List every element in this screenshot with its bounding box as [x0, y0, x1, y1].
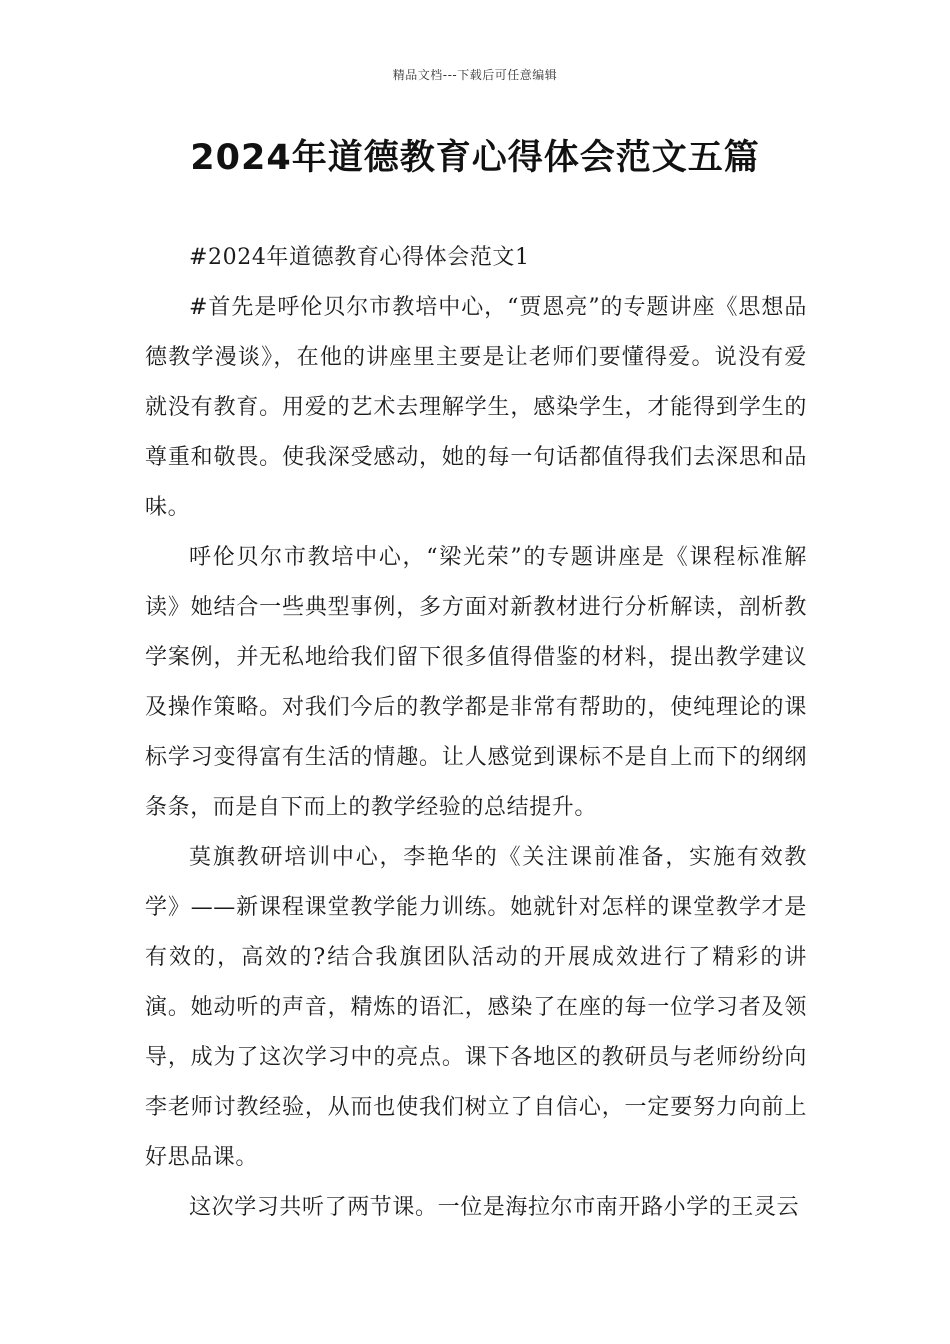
document-title: 2024年道德教育心得体会范文五篇 — [190, 138, 760, 178]
paragraph: 这次学习共听了两节课。一位是海拉尔市南开路小学的王灵云 — [189, 1195, 800, 1220]
header-note: 精品文档---下载后可任意编辑 — [392, 68, 558, 82]
document-body — [145, 233, 807, 1233]
paragraph-section-heading: #2024年道德教育心得体会范文1 — [189, 245, 530, 270]
paragraph: 呼伦贝尔市教培中心，“梁光荣”的专题讲座是《课程标准解读》她结合一些典型事例，多方面对新教材进行分析解读，剖析教学案例，并无私地给我们留下很多值得借鉴的材料，提出教学建议及操作策略。对我们今后的教学都是非常有帮助的，使纯理论的课标学习变得富有生活的情趣。让人感觉到课标不是自上而下的纲纲条条，而是自下而上的教学经验的总结提升。 — [145, 545, 807, 820]
paragraph: 莫旗教研培训中心，李艳华的《关注课前准备，实施有效教学》——新课程课堂教学能力训练。她就针对怎样的课堂教学才是有效的，高效的?结合我旗团队活动的开展成效进行了精彩的讲演。她动听的声音，精炼的语汇，感染了在座的每一位学习者及领导，成为了这次学习中的亮点。课下各地区的教研员与老师纷纷向李老师讨教经验，从而也使我们树立了自信心，一定要努力向前上好思品课。 — [145, 845, 807, 1170]
paragraph: #首先是呼伦贝尔市教培中心，“贾恩亮”的专题讲座《思想品德教学漫谈》，在他的讲座里主要是让老师们要懂得爱。说没有爱就没有教育。用爱的艺术去理解学生，感染学生，才能得到学生的尊重和敬畏。使我深受感动，她的每一句话都值得我们去深思和品味。 — [145, 295, 807, 520]
